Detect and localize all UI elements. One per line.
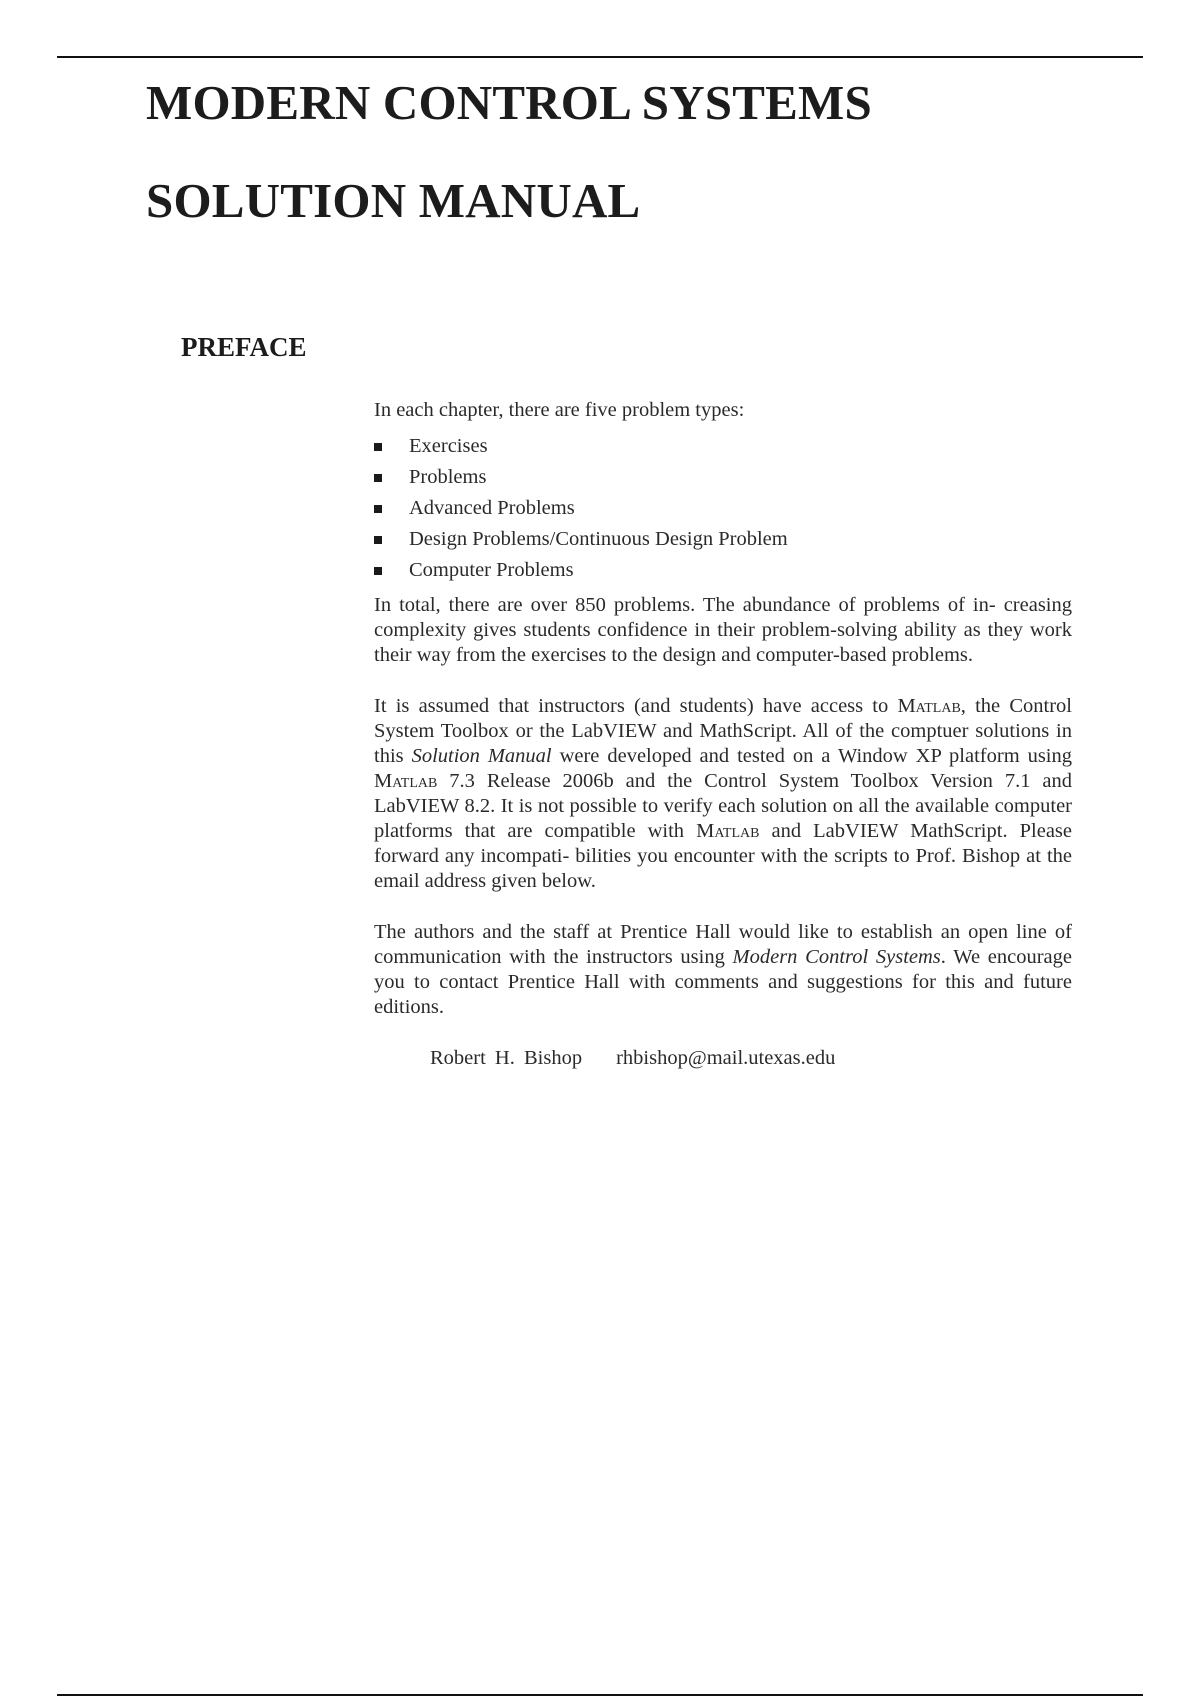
- book-title: Modern Control Systems: [732, 946, 941, 968]
- square-bullet-icon: [374, 567, 382, 575]
- bottom-rule: [57, 1694, 1143, 1696]
- preface-paragraph-2: It is assumed that instructors (and students) have access to Matlab, the Control System Toolbox or the LabVIEW and MathScript. All of the comptuer solutions in this Solution Manual were developed and tested on a Window XP platform using Matlab 7.3 Release 2006b and the Control System Toolbox Version 7.1 and LabVIEW 8.2. It is not possible to verify each solution on all the available computer platforms that are compatible with Matlab and LabVIEW MathScript. Please forward any incompati- bilities you encounter with the scripts to Prof. Bishop at the email address given below.: [374, 695, 1073, 892]
- square-bullet-icon: [374, 474, 382, 482]
- preface-body: [374, 398, 1072, 1071]
- square-bullet-icon: [374, 536, 382, 544]
- list-item: Design Problems/Continuous Design Problem: [374, 524, 1072, 555]
- list-item: Advanced Problems: [374, 493, 1072, 524]
- author-email: rhbishop@mail.utexas.edu: [616, 1047, 836, 1069]
- square-bullet-icon: [374, 505, 382, 513]
- solution-manual-title: Solution Manual: [411, 745, 552, 767]
- matlab-name: Matlab: [374, 770, 438, 792]
- list-item: Computer Problems: [374, 555, 1072, 586]
- problem-types-list: [374, 431, 1072, 586]
- preface-paragraph-3: The authors and the staff at Prentice Hall would like to establish an open line of communication with the instructors using Modern Control Systems. We encourage you to contact Prentice Hall with comments and suggestions for this and future editions.: [374, 921, 1072, 1018]
- matlab-name: Matlab: [897, 695, 961, 717]
- top-rule: [57, 56, 1143, 58]
- matlab-name: Matlab: [696, 820, 760, 842]
- list-item: Problems: [374, 462, 1072, 493]
- preface-heading: PREFACE: [181, 332, 307, 362]
- document-title-line-1: MODERN CONTROL SYSTEMS: [146, 75, 872, 130]
- document-title-line-2: SOLUTION MANUAL: [146, 173, 641, 228]
- preface-intro: In each chapter, there are five problem types:: [374, 399, 745, 421]
- signature: [374, 1046, 1072, 1071]
- preface-paragraph-1: In total, there are over 850 problems. The abundance of problems of in- creasing complexity gives students confidence in their problem-solving ability as they work their way from the exercises to the design and computer-based problems.: [374, 594, 1072, 666]
- list-item: Exercises: [374, 431, 1072, 462]
- square-bullet-icon: [374, 443, 382, 451]
- author-name: Robert H. Bishop: [430, 1047, 583, 1069]
